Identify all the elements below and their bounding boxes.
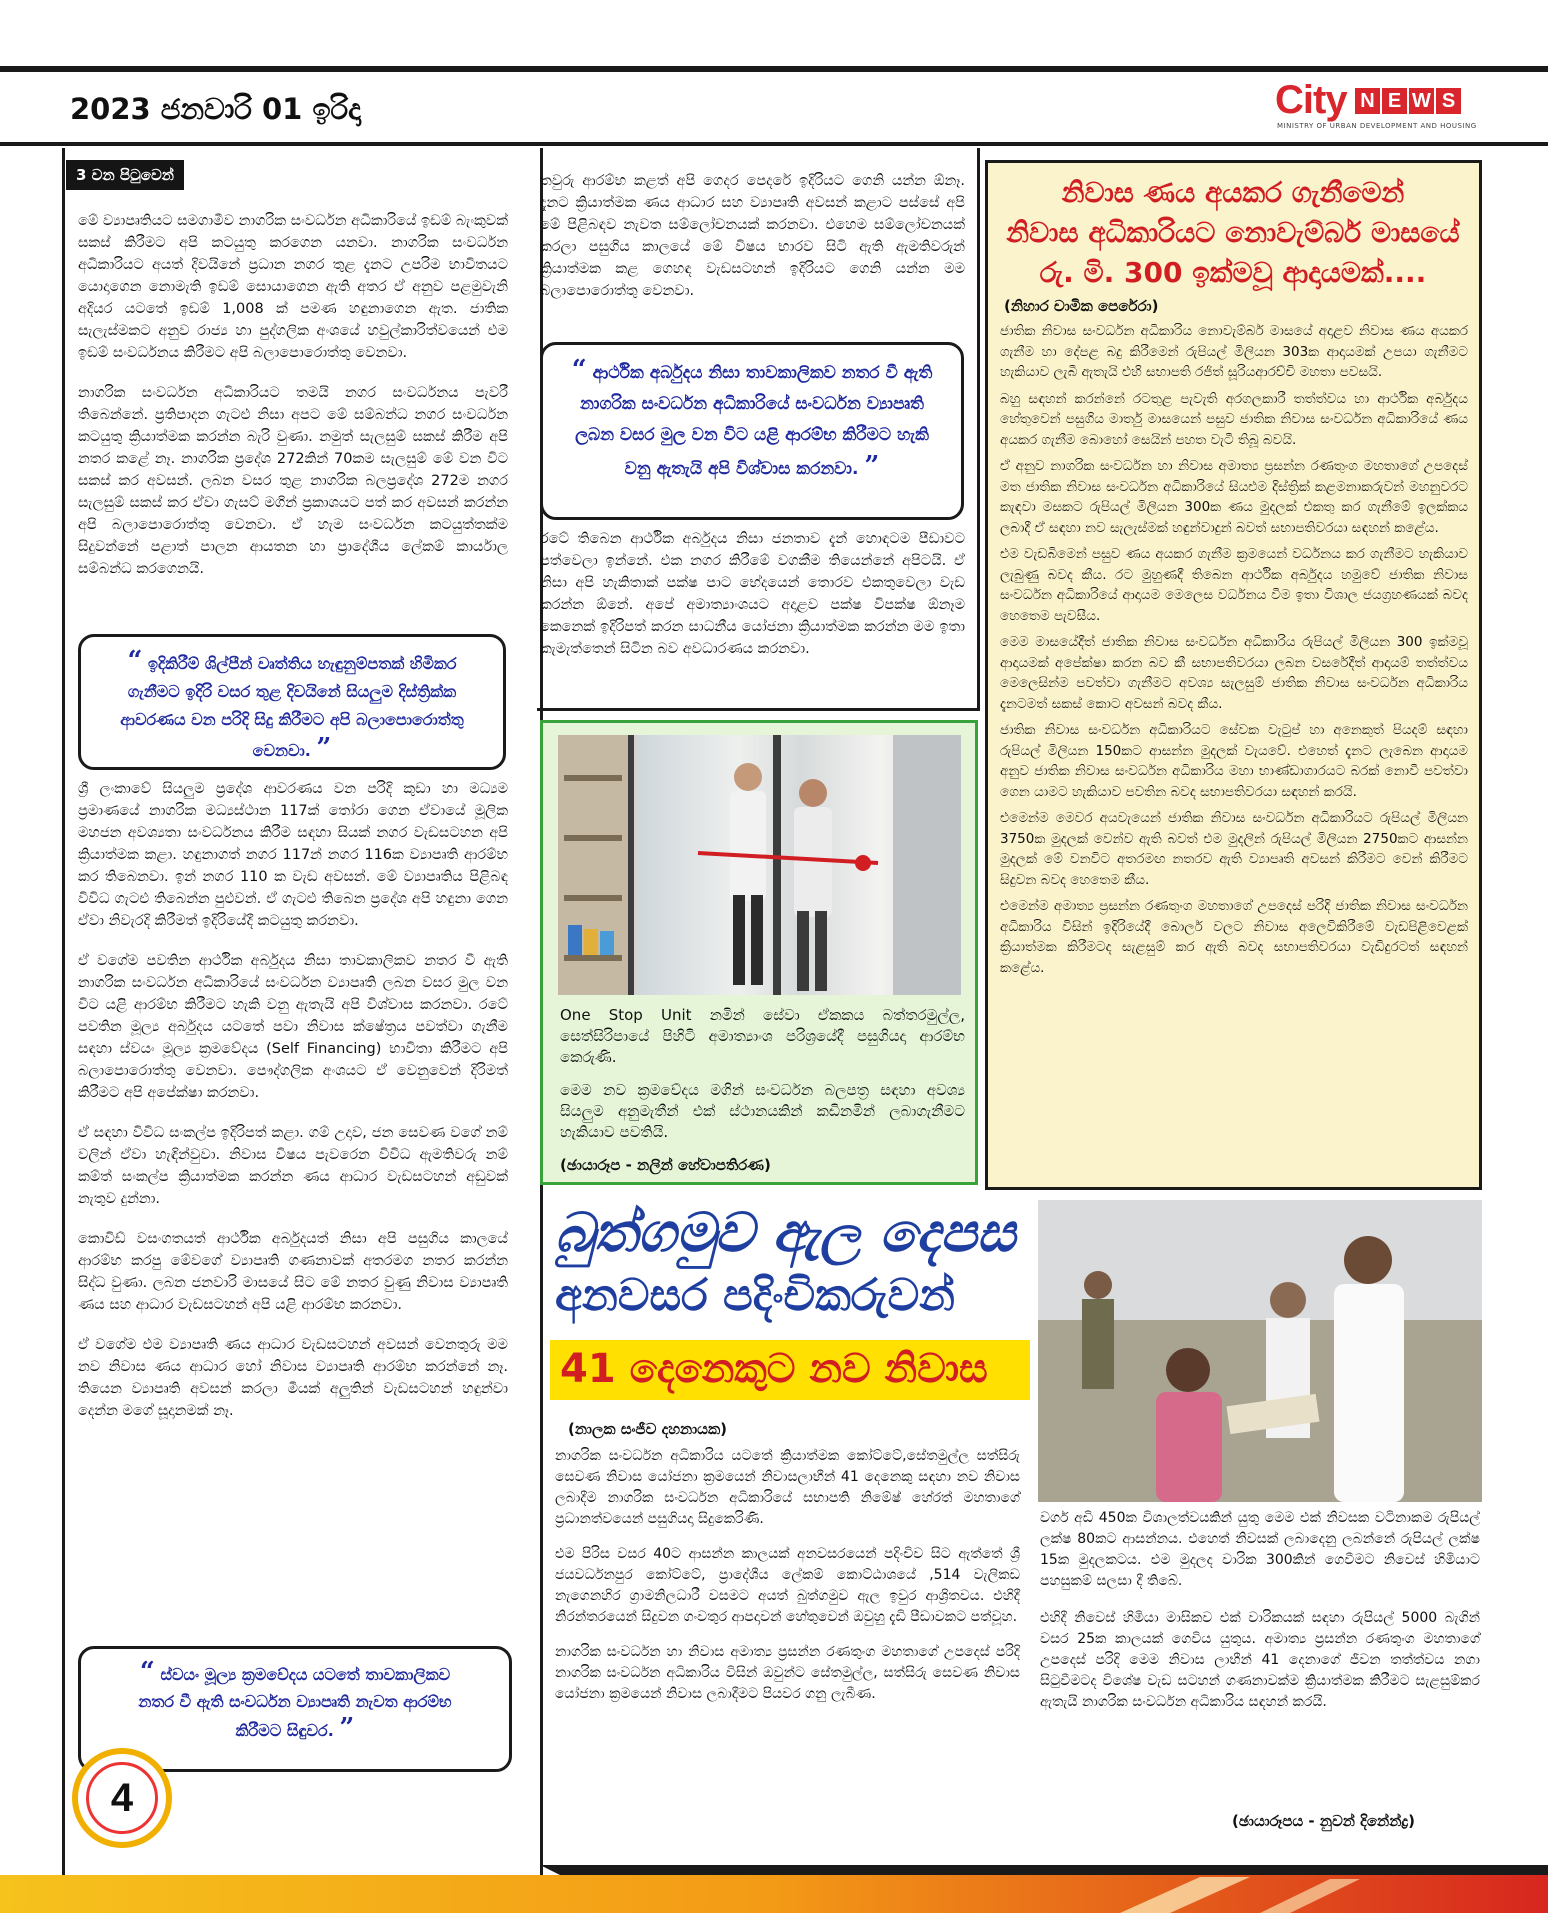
citynews-logo	[1275, 78, 1490, 130]
logo-news-letters	[1355, 88, 1461, 114]
paragraph: එම වැඩබිමෙන් පසුව ණය අයකර ගැනීම ක්‍රමයෙන් වර්ධනය කර ගැනීමට හැකියාව ලැබුණු බවද කීය. රට මුහුණදී තිබෙන ආර්ථික අර්බුදය හමුවේ ජාතික නිවාස සංවර්ධන අධිකාරියේ ආදායම මෙලෙස වර්ධනය වීම ඉතා විශාල ජයග්‍රහණයක් බවද හෙතෙම පැවසීය.	[1000, 546, 1468, 624]
paragraph: නාගරික සංවර්ධන අධිකාරිය යටතේ ක්‍රියාත්මක කෝට්ටේ,සේතමුල්ල සත්සිරු සෙවණ නිවාස යෝජනා ක්‍රමයෙන් නිවාසලාභීන් 41 දෙනෙකු සඳහා නව නිවාස ලබාදීම නාගරික සංවර්ධන අධිකාරියේ සභාපති නිමේෂ් හේරත් මහතාගේ ප්‍රධානත්වයෙන් පසුගියදා සිදුකෙරිණි.	[555, 1448, 1020, 1527]
page-number-badge	[72, 1748, 172, 1848]
quote-mark-icon: “	[127, 646, 143, 676]
right-story-text	[1000, 321, 1468, 978]
paragraph: කොවිඩ් වසංගතයත් ආර්ථික අර්බුදයත් නිසා අපි පසුගිය කාලයේ ආරම්භ කරපු මේවගේ ව්‍යාපෘති ගණනාවක් අතරමග නතර කරන්න සිද්ධ වුණා. ලබන ජනවාරි මාසයේ සිට මේ නතර වුණු නිවාස ව්‍යාපෘති ණය සහ ආධාර වැඩසටහන් අපි යළි ආරම්භ කරනවා.	[78, 1231, 508, 1313]
paragraph: ජාතික නිවාස සංවර්ධන අධිකාරියට සේවක වැටුප් හා අනෙකුත් පියදම් සඳහා රුපියල් මිලියන 150කට ආසන්න මුදලක් වැයවේ. එහෙත් දැනට ලැබෙන ආදායම අනුව ජාතික නිවාස සංවර්ධන අධිකාරිය මහා භාණ්ඩාගාරයට බරක් නොවී පවත්වා ගෙන යාමට හැකියාව පවතින බවද සභාපතිවරයා සඳහන් කරයි.	[1000, 722, 1468, 800]
header-rule	[0, 142, 1548, 146]
photo-caption	[560, 1005, 965, 1176]
ribbon-cutting-photo	[558, 735, 961, 995]
logo-letter: S	[1436, 88, 1461, 114]
top-rule	[0, 66, 1548, 72]
logo-city-text: City	[1275, 78, 1347, 122]
quote-mark-icon: ”	[339, 1713, 355, 1743]
byline: (නිහාර චාමික පෙරේරා)	[1004, 297, 1159, 315]
bottom-right-text	[1040, 1508, 1480, 1723]
left-column-text-1	[78, 210, 508, 598]
house-key-handover-illustration	[1038, 1200, 1482, 1502]
paragraph: එමෙන්ම මෙවර අයවැයෙන් ජාතික නිවාස සංවර්ධන අධිකාරියට රුපියල් මිලියන 3750ක මුදලක් වෙන්ව ඇති බවත් එම මුදලින් රුපියල් මිලියන 2750කට ආසන්න මුදලක් මේ වනවිට අතරමඟ නතරව ඇති ව්‍යාපෘති අවසන් කිරීමට වෙන් කිරීමට සිදුවන බවද හෙතෙම කීය.	[1000, 810, 1468, 888]
quote-mark-icon: ”	[316, 733, 332, 763]
paragraph: මෙම මාසයේදීත් ජාතික නිවාස සංවර්ධන අධිකාරිය රුපියල් මිලියන 300 ඉක්මවූ ආදායමක් අපේක්ෂා කරන බව කී සභාපතිවරයා ලබන වසරේදීත් ආදායම් තත්ත්වය මෙලෙසින්ම පවත්වා ගැනීමට අවශ්‍ය සැලසුම් ජාතික නිවාස සංවර්ධන අධිකාරිය දැනටමත් සකස් කොට අවසන් බවද කීය.	[1000, 634, 1468, 712]
continued-label: 3 වන පිටුවෙන්	[66, 160, 184, 190]
paragraph: මේ ව්‍යාපෘතියට සමගාමීව නාගරික සංවර්ධන අධිකාරියේ ඉඩම් බැංකුවක් සකස් කිරීමට අපි කටයුතු කරගෙන යනවා. නාගරික සංවර්ධන අධිකාරියට අයත් දිවයිනේ ප්‍රධාන නගර තුළ දැනට උපරිම භාවිතයට යොදාගෙන නොමැති ඉඩම් සොයාගෙන ඇති අතර ඒ අනුව පළමුවැනි අදියර යටතේ ඉඩම් 1,008 ක් පමණ හඳුනාගෙන ඇත. ජාතික සැලැස්මකට අනුව රාජ්‍ය හා පුද්ගලික අංශයේ හවුල්කාරිත්වයෙන් එම ඉඩම් සංවර්ධනය කිරීමට අපි බලාපොරොත්තු වෙනවා.	[78, 213, 508, 361]
paragraph: නාගරික සංවර්ධන අධිකාරියට තමයි නගර සංවර්ධනය පැවරී තිබෙන්නේ. ප්‍රතිපාදන ගැටළු නිසා අපට මේ සම්බන්ධ නගර සංවර්ධන කටයුතු ක්‍රියාත්මක කරන්න බැරි වුණා. නමුත් සැලසුම් සකස් කිරීම අපි නතර කළේ නෑ. නාගරික ප්‍රදේශ 272කින් 70කම සැලසුම් මේ වන විට සකස් කර අවසන්. ලබන වසර තුළ නාගරික බලප්‍රදේශ 272ම නගර සැලසුම් සකස් කර ඒවා ගැසට් මගින් ප්‍රකාශයට පත් කර අවසන් කරන්න අපි බලාපොරොත්තු වෙනවා. ඒ හැම සංවර්ධන කටයුත්තක්ම සිදුවන්නේ පළාත් පාලන ආයතන හා ප්‍රාදේශීය ලේකම් කාර්යාල සම්බන්ධ කරගෙනයි.	[78, 385, 508, 577]
left-column-text-2	[78, 778, 508, 1440]
logo-letter: N	[1355, 88, 1380, 114]
logo-letter: W	[1409, 88, 1434, 114]
quote-text: ඉදිකිරීම් ශිල්පීන් වෘත්තිය හැඳුනුම්පතක් හිමිකර ගැනීමට ඉදිරි වසර තුළ දිවයිනේ සියලුම දිස්ත්‍රික්ක ආවරණය වන පරිදි සිදු කිරීමට අපි බලාපොරොත්තු වෙනවා.	[120, 654, 464, 760]
caption-text-2: මෙම නව ක්‍රමවේදය මගින් සංවර්ධන බලපත්‍ර සඳහා අවශ්‍ය සියලුම අනුමැතීන් එක් ස්ථානයකින් කඩිනමින් ලබාගැනීමට හැකියාව පවතියි.	[560, 1081, 965, 1141]
quote-mark-icon: “	[571, 355, 587, 385]
quote-mark-icon: “	[139, 1657, 155, 1687]
paragraph: ශ්‍රී ලංකාවේ සියලුම ප්‍රදේශ ආවරණය වන පරිදි කුඩා හා මධ්‍යම ප්‍රමාණයේ නාගරික මධ්‍යස්ථාන 117ක් තෝරා ගෙන ඒවායේ මූලික මහජන අවශ්‍යතා සංවර්ධනය කිරීම සඳහා සියක් නගර වැඩසටහන අපි ක්‍රියාත්මක කළා. හඳුනාගත් නගර 117න් නගර 116ක ව්‍යාපෘති ආරම්භ කර තිබෙනවා. ඉන් නගර 110 ක වැඩ අවසන්. මේ ව්‍යාපෘතිය පිළිබඳ විවිධ ගැටළු තිබෙන්න පුළුවන්. ඒ ගැටළු තිබෙන ප්‍රදේශ අපි හඳුනා ගෙන ඒවා නිවැරදි කිරීමත් ඉදිරියේදී කටයුතු කරනවා.	[78, 781, 508, 929]
pull-quote-1	[78, 634, 506, 770]
paragraph: එහිදී නිවෙස් හිමියා මාසිකව එක් වාරිකයක් සඳහා රුපියල් 5000 බැගින් වසර 25ක කාලයක් ගෙවිය යුතුය. අමාත්‍ය ප්‍රසන්න රණතුංග මහතාගේ උපදෙස් පරිදි මෙම නිවාස ලාභීන් 41 දෙනාගේ ජීවන තත්ත්වය නගා සිටුවීමටද විශේෂ වැඩ සටහන් ගණනාවක්ම ක්‍රියාත්මක කිරීමට සැළසුම්කර ඇතැයි නාගරික සංවර්ධන අධිකාරිය සඳහන් කරයි.	[1040, 1610, 1480, 1710]
paragraph: එම පිරිස වසර 40ට ආසන්න කාලයක් අනවසරයෙන් පදිංචිව සිට ඇත්තේ ශ්‍රී ජයවර්ධනපුර කෝට්ටේ, ප්‍රාදේශීය ලේකම් කොට්ඨාශයේ ,514 වැලිකඩ නැගෙනහිර ග්‍රාමනිලධාරී වසමට අයත් බුත්ගමුව ඇල ඉවුර ආශ්‍රිතවය. එහිදී නිරන්තරයෙන් සිදුවන ගංවතුර ආපදාවන් හේතුවෙන් ඔවුහු දැඩි පීඩාවකට පත්වූහ.	[555, 1546, 1020, 1625]
ribbon-cutting-illustration	[558, 735, 961, 995]
footer-stripes-graphic	[0, 1865, 1548, 1913]
page-number: 4	[86, 1762, 158, 1834]
bottom-byline: (නාලක සංජීව දහනායක)	[568, 1420, 727, 1438]
bottom-headline-1: බුත්ගමුව ඇල දෙපස	[555, 1200, 1016, 1264]
quote-text: ස්වයං මූල්‍ය ක්‍රමවේදය යටතේ තාවකාලිකව නතර වී ඇති සංවර්ධන ව්‍යාපෘති නැවත ආරම්භ කිරීමට සිඳුවර.	[138, 1665, 452, 1740]
bottom-headline-2: අනවසර පදිංචිකරුවන්	[555, 1270, 956, 1321]
bottom-headline-3: 41 දෙනෙකුට නව නිවාස	[560, 1346, 988, 1392]
paragraph: ඒ වගේම එම ව්‍යාපෘති ණය ආධාර වැඩසටහන් අවසන් වෙනතුරු මම නව නිවාස ණය ආධාර හෝ නිවාස ව්‍යාපෘති ආරම්භ කරන්නේ නෑ. තියෙන ව්‍යාපෘති අවසන් කරලා මීයක් අලුතින් වැඩසටහන් හඳුන්වා දෙන්න මගේ සූදානමක් නෑ.	[78, 1337, 508, 1419]
pull-quote-middle	[540, 342, 964, 520]
photo-credit: (ඡායාරූප - නලින් හේවාපතිරණ)	[560, 1156, 771, 1174]
footer-decorative-band	[0, 1865, 1548, 1913]
headline-line: නිවාස ණය අයකර ගැනීමෙන්	[1061, 176, 1405, 209]
issue-date: 2023 ජනවාරි 01 ඉරිදා	[70, 92, 361, 126]
paragraph: ජාතික නිවාස සංවර්ධන අධිකාරිය නොවැම්බර් මාසයේ අදාළව නිවාස ණය අයකර ගැනීම හා දේපළ බදු කිරීමෙන් රුපියල් මිලියන 303ක ආදායමක් උපයා ගැනීමට හැකියාව ලැබී ඇතැයි එහි සභාපති රජිත් සූරියආරච්චි මහතා පවසයි.	[1000, 323, 1468, 380]
paragraph: වර්ග අඩි 450ක විශාලත්වයකින් යුතු මෙම එක් නිවසක වටිනාකම රුපියල් ලක්ෂ 80කට ආසන්නය. එහෙත් නිවසක් ලබාදෙනු ලබන්නේ රුපියල් ලක්ෂ 15ක මුදලකටය. එම මුදලද වාරික 300කින් ගෙවීමට නිවෙස් හිමියාට පහසුකම් සලසා දී තිබේ.	[1040, 1510, 1480, 1589]
bottom-story-text	[555, 1446, 1020, 1705]
middle-column-text-2	[540, 528, 965, 678]
paragraph: ඒ වගේම පවතින ආර්ථික අර්බුදය නිසා තාවකාලිකව නතර වී ඇති නාගරික සංවර්ධන අධිකාරියේ සංවර්ධන ව්‍යාපෘති ලබන වසර මුල වන විට යළි ආරම්භ කිරීමට හැකි වනු ඇතැයි අපි විශ්වාස කරනවා. රටේ පවතින මූල්‍ය අර්බුදය යටතේ පවා නිවාස ක්ෂේත්‍රය පවත්වා ගැනීම සඳහා ස්වයං මූල්‍ය ක්‍රමවේදය (Self Financing) භාවිතා කිරීමට අපි බලාපොරොත්තු වෙනවා. පෞද්ගලික අංශයට ඒ වෙනුවෙන් දිරිමත් කිරීමට අපි අපේක්ෂා කරනවා.	[78, 953, 508, 1101]
quote-text: ආර්ථික අර්බුදය නිසා තාවකාලිකව නතර වී ඇති නාගරික සංවර්ධන අධිකාරියේ සංවර්ධන ව්‍යාපෘති ලබන වසර මුල වන විට යළි ආරම්භ කිරීමට හැකි වනු ඇතැයි අපි විශ්වාස කරනවා.	[575, 363, 933, 479]
paragraph: රටේ තිබෙන ආර්ථික අර්බුදය නිසා ජනතාව දැන් හොඳටම පීඩාවට පත්වෙලා ඉන්නේ. එක නගර කිරීමේ වගකීම තියෙන්නේ අපිටයි. ඒ නිසා අපි හැකිතාක් පක්ෂ පාට භේදයෙන් තොරව එකතුවෙලා වැඩ කරන්න ඕනේ. අපේ අමාත්‍යාංශයට අදාළව පක්ෂ විපක්ෂ ඕනෑම කෙනෙක් ඉදිරිපත් කරන සාධනීය යෝජනා ක්‍රියාත්මක කරන්න මම ඉතා කැමැත්තෙන් සිටින බව අවධාරණය කරනවා.	[540, 531, 965, 657]
paragraph: බහු සඳහන් කරන්නේ රටතුළ පැවැති අරගලකාරී තත්ත්වය හා ආර්ථික අර්බුදය හේතුවෙන් පසුගිය මාර්තු මාසයෙන් පසුව ජාතික නිවාස සංවර්ධන අධිකාරියේ ණය අයකර ගැනීම බොහෝ සෙයින් පහත වැටී තිබූ බවයි.	[1000, 390, 1468, 448]
story-headline	[998, 173, 1468, 293]
handover-photo	[1038, 1200, 1482, 1502]
housing-revenue-story-box	[985, 160, 1482, 1190]
paragraph: නාගරික සංවර්ධන හා නිවාස අමාත්‍ය ප්‍රසන්න රණතුංග මහතාගේ උපදෙස් පරිදි නාගරික සංවර්ධන අධිකාරිය විසින් ඔවුන්ට සේතමුල්ල, සත්සිරු සෙවණ නිවාස යෝජනා ක්‍රමයෙන් නිවාස ලබාදීමට පියවර ගනු ලැබීණ.	[555, 1644, 1020, 1702]
paragraph: ඒ අනුව නාගරික සංවර්ධන හා නිවාස අමාත්‍ය ප්‍රසන්න රණතුංග මහතාගේ උපදෙස් මත ජාතික නිවාස සංවර්ධන අධිකාරියේ සියළුම දිස්ත්‍රික් කළමනාකරුවන් මහනුවරට කැඳවා මසකට රුපියල් මිලියන 300ක ණය මුදලක් එකතු කර ගැනීමේ ඉලක්කය ලබාදී ඒ සඳහා නව සැලැස්මක් හඳුන්වාදුන් බවත් සභාපතිවරයා සඳහන් කළේය.	[1000, 458, 1468, 536]
middle-column-text-1	[540, 170, 965, 320]
headline-line: නිවාස අධිකාරියට නොවැම්බර් මාසයේ	[1006, 216, 1460, 249]
logo-tagline: MINISTRY OF URBAN DEVELOPMENT AND HOUSING	[1277, 122, 1477, 130]
bottom-photo-credit: (ඡායාරූපය - නුවන් දිනේන්ද්‍ර)	[1232, 1812, 1415, 1830]
paragraph: ඒ සඳහා විවිධ සංකල්ප ඉදිරිපත් කළා. ගම් උදාව, ජන සෙවණ වගේ නම් වලින් ඒවා හැඳින්වුවා. නිවාස විෂය පැවරෙන විවිධ ඇමතිවරු නම් කම්ත් සංකල්ප ක්‍රියාත්මක කරන්න ණය ආධාර වැඩසටහන් අඩුවක් නැතුව දුන්නා.	[78, 1125, 509, 1207]
paragraph: තවුරු ආරම්භ කළත් අපි ගෙදර පෙදරේ ඉදිරියට ගෙනි යන්න ඕනෑ. දැනට ක්‍රියාත්මක ණය ආධාර සහ ව්‍යාපෘති අවසන් කළාට පස්සේ අපි මේ පිළිබඳව නැවත සම්ලෝචනයක් කරනවා. එහෙම සම්ලෝචනයක් කරලා පසුගිය කාලයේ මේ විෂය භාරව සිටි ඇති ඇමතිවරුන් ක්‍රියාත්මක කළ ගෙහඳ වැඩසටහන් ඉදිරියට ගෙනි යන්න මම බලාපොරොත්තු වෙනවා.	[540, 173, 965, 299]
headline-line: රු. මි. 300 ඉක්මවූ ආදායමක්....	[1039, 256, 1427, 289]
caption-text: One Stop Unit නමින් සේවා ඒකකය බත්තරමුල්ල, සෙත්සිරිපායේ පිහිටි අමාත්‍යාංශ පරිශ්‍රයේදී පසුගියදා ආරම්භ කෙරුණි.	[560, 1006, 965, 1066]
paragraph: එමෙන්ම අමාත්‍ය ප්‍රසන්න රණතුංග මහතාගේ උපදෙස් පරිදි ජාතික නිවාස සංවර්ධන අධිකාරිය විසින් ඉදිරියේදී බොලර් වලට නිවාස අලෙවිකිරීමේ වැඩපිළිවෙළක් ක්‍රියාත්මක කිරීමටද සැළසුම් කර ඇති බවද සභාපතිවරයා වැඩිදුරටත් සඳහන් කළේය.	[1000, 898, 1468, 976]
quote-mark-icon: ”	[864, 451, 880, 481]
logo-letter: E	[1382, 88, 1407, 114]
